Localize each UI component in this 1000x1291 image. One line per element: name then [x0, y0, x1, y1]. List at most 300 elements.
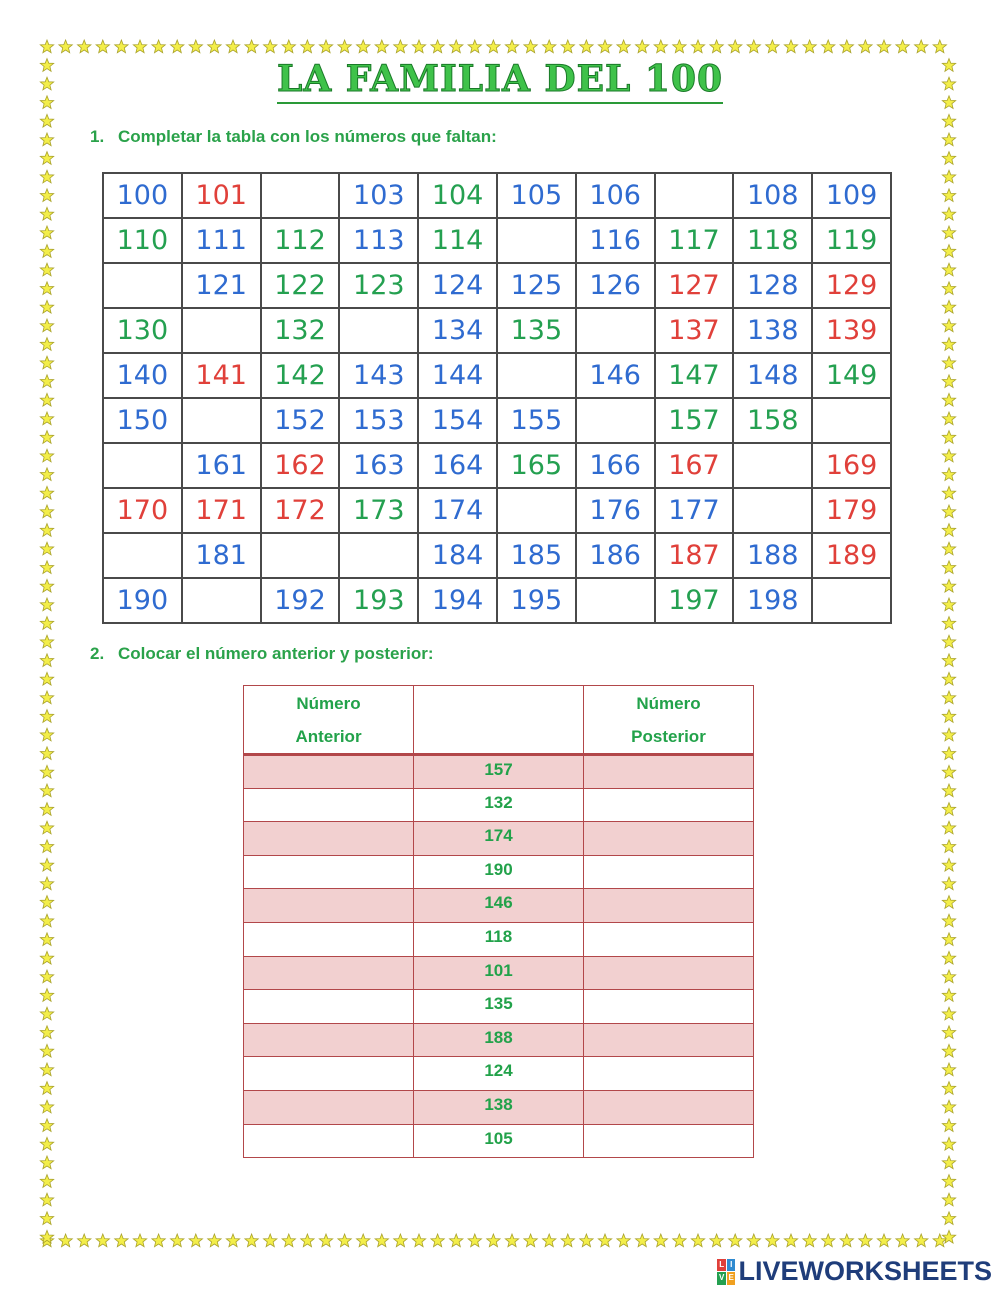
star-icon	[226, 1234, 239, 1247]
next-number-blank[interactable]	[584, 788, 754, 822]
star-icon	[877, 40, 890, 53]
liveworksheets-logo-icon	[717, 1259, 735, 1285]
grid-cell: 132	[261, 308, 340, 353]
star-icon	[40, 542, 53, 555]
grid-cell: 177	[655, 488, 734, 533]
star-icon	[59, 1234, 72, 1247]
star-icon	[784, 40, 797, 53]
next-number-blank[interactable]	[584, 1124, 754, 1158]
grid-cell: 117	[655, 218, 734, 263]
header-previous	[244, 686, 414, 755]
star-icon	[133, 1234, 146, 1247]
star-icon	[394, 40, 407, 53]
previous-number-blank[interactable]	[244, 788, 414, 822]
grid-cell: 110	[103, 218, 182, 263]
grid-cell: 162	[261, 443, 340, 488]
star-icon	[859, 1234, 872, 1247]
previous-next-row	[244, 1023, 754, 1057]
grid-cell: 138	[733, 308, 812, 353]
star-icon	[40, 152, 53, 165]
star-icon	[942, 1044, 955, 1057]
star-icon	[766, 40, 779, 53]
grid-row	[103, 488, 891, 533]
star-icon	[171, 40, 184, 53]
next-number-blank[interactable]	[584, 822, 754, 856]
grid-cell: 137	[655, 308, 734, 353]
star-icon	[357, 1234, 370, 1247]
star-icon	[942, 914, 955, 927]
star-icon	[40, 245, 53, 258]
star-icon	[803, 40, 816, 53]
star-icon	[933, 1234, 946, 1247]
star-icon	[40, 691, 53, 704]
previous-number-blank[interactable]	[244, 1124, 414, 1158]
grid-cell: 149	[812, 353, 891, 398]
grid-cell: 167	[655, 443, 734, 488]
star-icon	[40, 356, 53, 369]
previous-next-row	[244, 956, 754, 990]
grid-cell-blank[interactable]	[497, 218, 576, 263]
star-icon	[40, 486, 53, 499]
star-icon	[942, 1082, 955, 1095]
star-icon	[301, 1234, 314, 1247]
star-icon	[691, 1234, 704, 1247]
star-icon	[40, 189, 53, 202]
star-icon	[942, 1100, 955, 1113]
star-icon	[942, 300, 955, 313]
star-icon	[40, 1119, 53, 1132]
grid-cell: 141	[182, 353, 261, 398]
star-icon	[412, 40, 425, 53]
grid-cell-blank[interactable]	[812, 398, 891, 443]
star-icon	[133, 40, 146, 53]
star-icon	[338, 40, 351, 53]
star-icon	[942, 1212, 955, 1225]
star-icon	[942, 245, 955, 258]
star-icon	[375, 1234, 388, 1247]
star-icon	[942, 1137, 955, 1150]
star-icon	[226, 40, 239, 53]
grid-cell: 184	[418, 533, 497, 578]
grid-cell: 122	[261, 263, 340, 308]
star-icon	[942, 207, 955, 220]
previous-next-row	[244, 922, 754, 956]
grid-cell: 144	[418, 353, 497, 398]
next-number-blank[interactable]	[584, 1057, 754, 1091]
grid-cell: 163	[339, 443, 418, 488]
star-icon	[942, 1230, 955, 1243]
star-icon	[319, 1234, 332, 1247]
grid-cell-blank[interactable]	[261, 173, 340, 218]
previous-number-blank[interactable]	[244, 1057, 414, 1091]
previous-next-table	[243, 685, 754, 1158]
star-icon	[942, 691, 955, 704]
star-icon	[40, 784, 53, 797]
next-number-blank[interactable]	[584, 956, 754, 990]
header-next-line2: Posterior	[631, 726, 706, 746]
instruction-1-text: Completar la tabla con los números que faltan:	[118, 127, 497, 146]
grid-cell: 118	[733, 218, 812, 263]
star-icon	[942, 821, 955, 834]
grid-cell: 146	[576, 353, 655, 398]
star-icon	[942, 951, 955, 964]
star-icon	[40, 1026, 53, 1039]
given-number: 105	[414, 1124, 584, 1158]
grid-cell-blank[interactable]	[576, 308, 655, 353]
star-icon	[942, 114, 955, 127]
star-icon	[747, 40, 760, 53]
star-icon	[822, 40, 835, 53]
star-icon	[580, 1234, 593, 1247]
star-icon	[942, 858, 955, 871]
star-icon	[40, 1230, 53, 1243]
star-icon	[942, 263, 955, 276]
star-icon	[208, 40, 221, 53]
star-icon	[78, 40, 91, 53]
grid-cell: 170	[103, 488, 182, 533]
star-icon	[942, 189, 955, 202]
star-icon	[822, 1234, 835, 1247]
star-icon	[40, 133, 53, 146]
grid-cell: 176	[576, 488, 655, 533]
grid-cell-blank[interactable]	[182, 578, 261, 623]
grid-cell-blank[interactable]	[103, 443, 182, 488]
star-icon	[942, 431, 955, 444]
grid-cell: 155	[497, 398, 576, 443]
grid-cell: 165	[497, 443, 576, 488]
star-icon	[264, 1234, 277, 1247]
star-icon	[942, 989, 955, 1002]
star-icon	[561, 1234, 574, 1247]
star-icon	[40, 338, 53, 351]
star-icon	[487, 1234, 500, 1247]
star-icon	[152, 40, 165, 53]
star-icon	[942, 1156, 955, 1169]
given-number: 190	[414, 855, 584, 889]
star-icon	[96, 1234, 109, 1247]
star-icon	[431, 1234, 444, 1247]
grid-cell: 153	[339, 398, 418, 443]
grid-cell: 104	[418, 173, 497, 218]
grid-cell: 111	[182, 218, 261, 263]
next-number-blank[interactable]	[584, 1023, 754, 1057]
next-number-blank[interactable]	[584, 990, 754, 1024]
grid-cell-blank[interactable]	[497, 353, 576, 398]
star-icon	[152, 1234, 165, 1247]
star-icon	[40, 858, 53, 871]
given-number: 157	[414, 755, 584, 789]
star-icon	[40, 765, 53, 778]
star-icon	[942, 505, 955, 518]
grid-cell: 139	[812, 308, 891, 353]
star-icon	[942, 133, 955, 146]
grid-cell: 198	[733, 578, 812, 623]
star-icon	[942, 877, 955, 890]
grid-cell: 121	[182, 263, 261, 308]
star-icon	[561, 40, 574, 53]
grid-cell: 193	[339, 578, 418, 623]
star-icon	[115, 40, 128, 53]
grid-cell: 169	[812, 443, 891, 488]
star-icon	[40, 207, 53, 220]
header-previous-line2: Anterior	[295, 726, 362, 746]
star-icon	[40, 877, 53, 890]
grid-cell: 174	[418, 488, 497, 533]
grid-row	[103, 353, 891, 398]
logo-letter: V	[717, 1272, 726, 1285]
star-icon	[859, 40, 872, 53]
grid-cell: 171	[182, 488, 261, 533]
star-icon	[942, 728, 955, 741]
star-icon	[40, 300, 53, 313]
star-icon	[598, 40, 611, 53]
grid-cell-blank[interactable]	[733, 443, 812, 488]
star-icon	[208, 1234, 221, 1247]
grid-row	[103, 173, 891, 218]
star-icon	[942, 542, 955, 555]
star-icon	[40, 561, 53, 574]
grid-cell-blank[interactable]	[339, 308, 418, 353]
star-icon	[942, 654, 955, 667]
star-icon	[505, 1234, 518, 1247]
previous-next-row	[244, 822, 754, 856]
star-icon	[710, 1234, 723, 1247]
grid-cell: 103	[339, 173, 418, 218]
liveworksheets-logo	[717, 1256, 992, 1287]
star-icon	[942, 449, 955, 462]
star-icon	[896, 40, 909, 53]
star-icon	[40, 710, 53, 723]
star-icon	[942, 226, 955, 239]
grid-cell: 116	[576, 218, 655, 263]
star-icon	[942, 319, 955, 332]
star-icon	[729, 1234, 742, 1247]
star-icon	[96, 40, 109, 53]
star-icon	[729, 40, 742, 53]
star-icon	[942, 747, 955, 760]
star-icon	[301, 40, 314, 53]
previous-number-blank[interactable]	[244, 755, 414, 789]
star-icon	[40, 393, 53, 406]
star-icon	[580, 40, 593, 53]
grid-cell: 188	[733, 533, 812, 578]
star-icon	[468, 40, 481, 53]
previous-number-blank[interactable]	[244, 855, 414, 889]
next-number-blank[interactable]	[584, 922, 754, 956]
instruction-1	[90, 127, 497, 147]
grid-cell: 123	[339, 263, 418, 308]
star-icon	[40, 375, 53, 388]
star-icon	[942, 635, 955, 648]
previous-number-blank[interactable]	[244, 956, 414, 990]
star-icon	[942, 617, 955, 630]
star-icon	[40, 282, 53, 295]
star-icon	[942, 170, 955, 183]
given-number: 124	[414, 1057, 584, 1091]
grid-cell-blank[interactable]	[103, 263, 182, 308]
star-icon	[40, 821, 53, 834]
star-icon	[40, 263, 53, 276]
star-icon	[40, 1063, 53, 1076]
star-icon	[40, 617, 53, 630]
star-icon	[598, 1234, 611, 1247]
star-icon	[412, 1234, 425, 1247]
star-icon	[942, 1007, 955, 1020]
star-icon	[40, 635, 53, 648]
grid-cell-blank[interactable]	[576, 578, 655, 623]
star-icon	[636, 40, 649, 53]
logo-letter: L	[717, 1259, 726, 1272]
star-icon	[505, 40, 518, 53]
star-icon	[40, 1193, 53, 1206]
star-icon	[450, 40, 463, 53]
grid-cell-blank[interactable]	[812, 578, 891, 623]
previous-next-row	[244, 1057, 754, 1091]
star-icon	[78, 1234, 91, 1247]
star-icon	[40, 747, 53, 760]
star-icon	[450, 1234, 463, 1247]
star-icon	[40, 431, 53, 444]
grid-cell: 140	[103, 353, 182, 398]
star-icon	[394, 1234, 407, 1247]
star-icon	[915, 40, 928, 53]
given-number: 135	[414, 990, 584, 1024]
hundred-grid	[102, 172, 892, 624]
grid-cell: 125	[497, 263, 576, 308]
grid-cell: 147	[655, 353, 734, 398]
instruction-2-text: Colocar el número anterior y posterior:	[118, 644, 434, 663]
grid-cell: 197	[655, 578, 734, 623]
grid-cell-blank[interactable]	[182, 308, 261, 353]
star-icon	[431, 40, 444, 53]
grid-cell-blank[interactable]	[655, 173, 734, 218]
grid-cell: 158	[733, 398, 812, 443]
grid-row	[103, 308, 891, 353]
next-number-blank[interactable]	[584, 855, 754, 889]
header-previous-line1: Número	[296, 693, 361, 713]
star-icon	[40, 226, 53, 239]
instruction-2-number: 2.	[90, 644, 105, 663]
grid-cell: 105	[497, 173, 576, 218]
grid-cell-blank[interactable]	[497, 488, 576, 533]
grid-cell-blank[interactable]	[182, 398, 261, 443]
star-icon	[654, 1234, 667, 1247]
grid-cell: 127	[655, 263, 734, 308]
previous-next-row	[244, 1124, 754, 1158]
star-icon	[942, 1026, 955, 1039]
previous-number-blank[interactable]	[244, 822, 414, 856]
star-icon	[40, 468, 53, 481]
grid-cell: 190	[103, 578, 182, 623]
grid-cell: 114	[418, 218, 497, 263]
grid-cell: 181	[182, 533, 261, 578]
star-icon	[673, 40, 686, 53]
grid-cell: 100	[103, 173, 182, 218]
star-icon	[636, 1234, 649, 1247]
star-icon	[40, 319, 53, 332]
previous-next-row	[244, 788, 754, 822]
grid-cell-blank[interactable]	[339, 533, 418, 578]
grid-cell-blank[interactable]	[733, 488, 812, 533]
given-number: 146	[414, 889, 584, 923]
star-icon	[40, 1137, 53, 1150]
star-icon	[40, 896, 53, 909]
grid-cell: 124	[418, 263, 497, 308]
grid-cell: 189	[812, 533, 891, 578]
grid-cell-blank[interactable]	[261, 533, 340, 578]
star-icon	[691, 40, 704, 53]
star-icon	[933, 40, 946, 53]
grid-cell: 173	[339, 488, 418, 533]
star-icon	[915, 1234, 928, 1247]
previous-number-blank[interactable]	[244, 1090, 414, 1124]
grid-row	[103, 533, 891, 578]
star-icon	[942, 1063, 955, 1076]
star-icon	[245, 40, 258, 53]
grid-row	[103, 263, 891, 308]
star-icon	[942, 375, 955, 388]
grid-cell-blank[interactable]	[103, 533, 182, 578]
star-icon	[942, 338, 955, 351]
star-icon	[40, 1044, 53, 1057]
star-icon	[40, 933, 53, 946]
header-next	[584, 686, 754, 755]
star-icon	[942, 970, 955, 983]
previous-next-row	[244, 755, 754, 789]
star-icon	[840, 40, 853, 53]
previous-number-blank[interactable]	[244, 1023, 414, 1057]
star-icon	[40, 524, 53, 537]
previous-next-row	[244, 990, 754, 1024]
star-icon	[357, 40, 370, 53]
grid-cell-blank[interactable]	[576, 398, 655, 443]
star-icon	[59, 40, 72, 53]
previous-next-row	[244, 889, 754, 923]
star-icon	[942, 356, 955, 369]
star-icon	[282, 40, 295, 53]
previous-number-blank[interactable]	[244, 990, 414, 1024]
grid-cell: 112	[261, 218, 340, 263]
given-number: 132	[414, 788, 584, 822]
star-icon	[282, 1234, 295, 1247]
star-icon	[942, 579, 955, 592]
previous-number-blank[interactable]	[244, 922, 414, 956]
next-number-blank[interactable]	[584, 755, 754, 789]
grid-cell: 135	[497, 308, 576, 353]
previous-next-row	[244, 855, 754, 889]
grid-cell: 152	[261, 398, 340, 443]
star-icon	[375, 40, 388, 53]
star-icon	[40, 1100, 53, 1113]
star-icon	[40, 1234, 53, 1247]
star-icon	[40, 728, 53, 741]
previous-next-row	[244, 1090, 754, 1124]
star-icon	[942, 803, 955, 816]
logo-letter: I	[727, 1259, 736, 1272]
instruction-2	[90, 644, 434, 664]
next-number-blank[interactable]	[584, 889, 754, 923]
grid-cell: 192	[261, 578, 340, 623]
previous-number-blank[interactable]	[244, 889, 414, 923]
star-icon	[40, 170, 53, 183]
star-icon	[942, 710, 955, 723]
star-icon	[524, 1234, 537, 1247]
next-number-blank[interactable]	[584, 1090, 754, 1124]
star-icon	[617, 1234, 630, 1247]
star-icon	[245, 1234, 258, 1247]
star-icon	[942, 486, 955, 499]
star-icon	[40, 989, 53, 1002]
